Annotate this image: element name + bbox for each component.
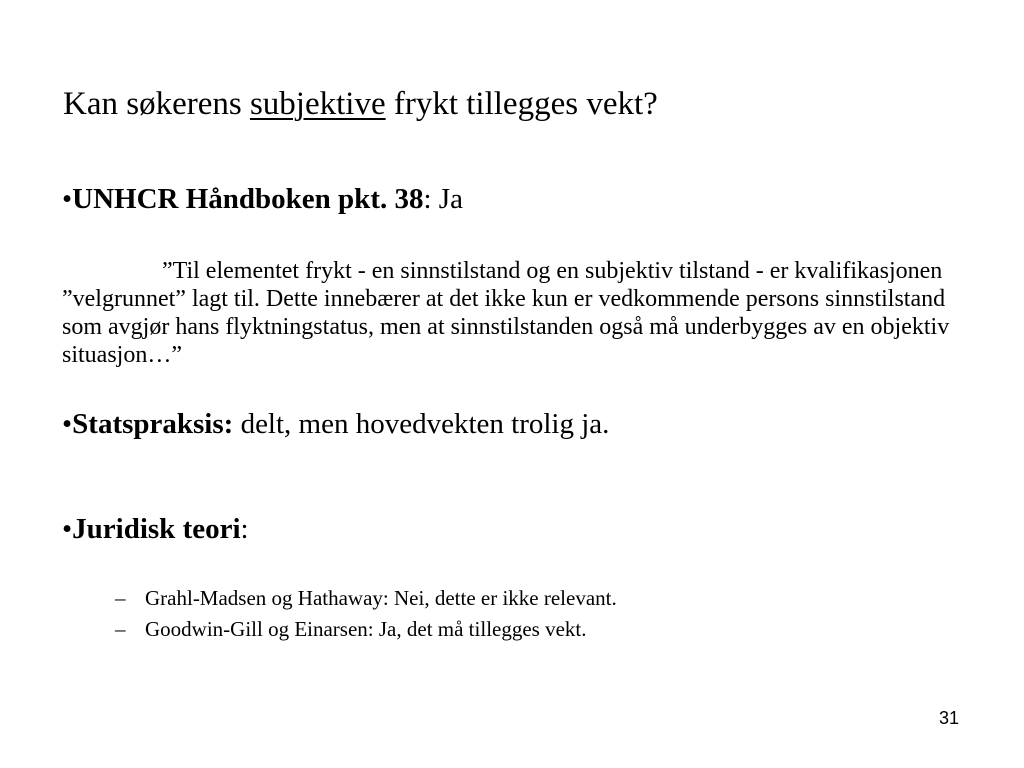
dash-marker: – — [115, 586, 126, 610]
bullet-marker: • — [62, 513, 73, 545]
bullet-juridisk-teori — [62, 511, 249, 547]
bullet-statspraksis — [62, 406, 609, 442]
bullet-text: : — [240, 513, 249, 545]
handbook-quote: ”Til elementet frykt - en sinnstilstand og en subjektiv tilstand - er kvalifikasjonen ”velgrunnet” lagt til. Dette innebærer at det ikke kun er vedkommende persons sinnstilstand som avgjør hans flyktningstatus, men at sinnstilstanden også må underbygges av en objektiv situasjon…” — [62, 258, 950, 368]
bullet-heading: Juridisk teori — [72, 513, 241, 545]
bullet-text: : Ja — [423, 183, 463, 215]
bullet-marker: • — [62, 183, 73, 215]
page-number: 31 — [939, 708, 960, 728]
bullet-heading: Statspraksis: — [72, 408, 234, 440]
theory-sublist — [115, 583, 617, 645]
list-item-text: Grahl-Madsen og Hathaway: Nei, dette er ikke relevant. — [145, 586, 617, 610]
dash-marker: – — [115, 617, 126, 641]
list-item — [115, 583, 617, 614]
slide-title — [63, 82, 658, 126]
title-underlined-word: subjektive — [249, 86, 386, 122]
list-item — [115, 614, 617, 645]
bullet-heading: UNHCR Håndboken pkt. 38 — [72, 183, 424, 215]
bullet-text: delt, men hovedvekten trolig ja. — [233, 408, 610, 440]
bullet-marker: • — [62, 408, 73, 440]
list-item-text: Goodwin-Gill og Einarsen: Ja, det må tillegges vekt. — [145, 617, 587, 641]
title-prefix: Kan søkerens — [63, 86, 250, 122]
bullet-unhcr — [62, 181, 463, 217]
title-suffix: frykt tillegges vekt? — [385, 86, 658, 122]
